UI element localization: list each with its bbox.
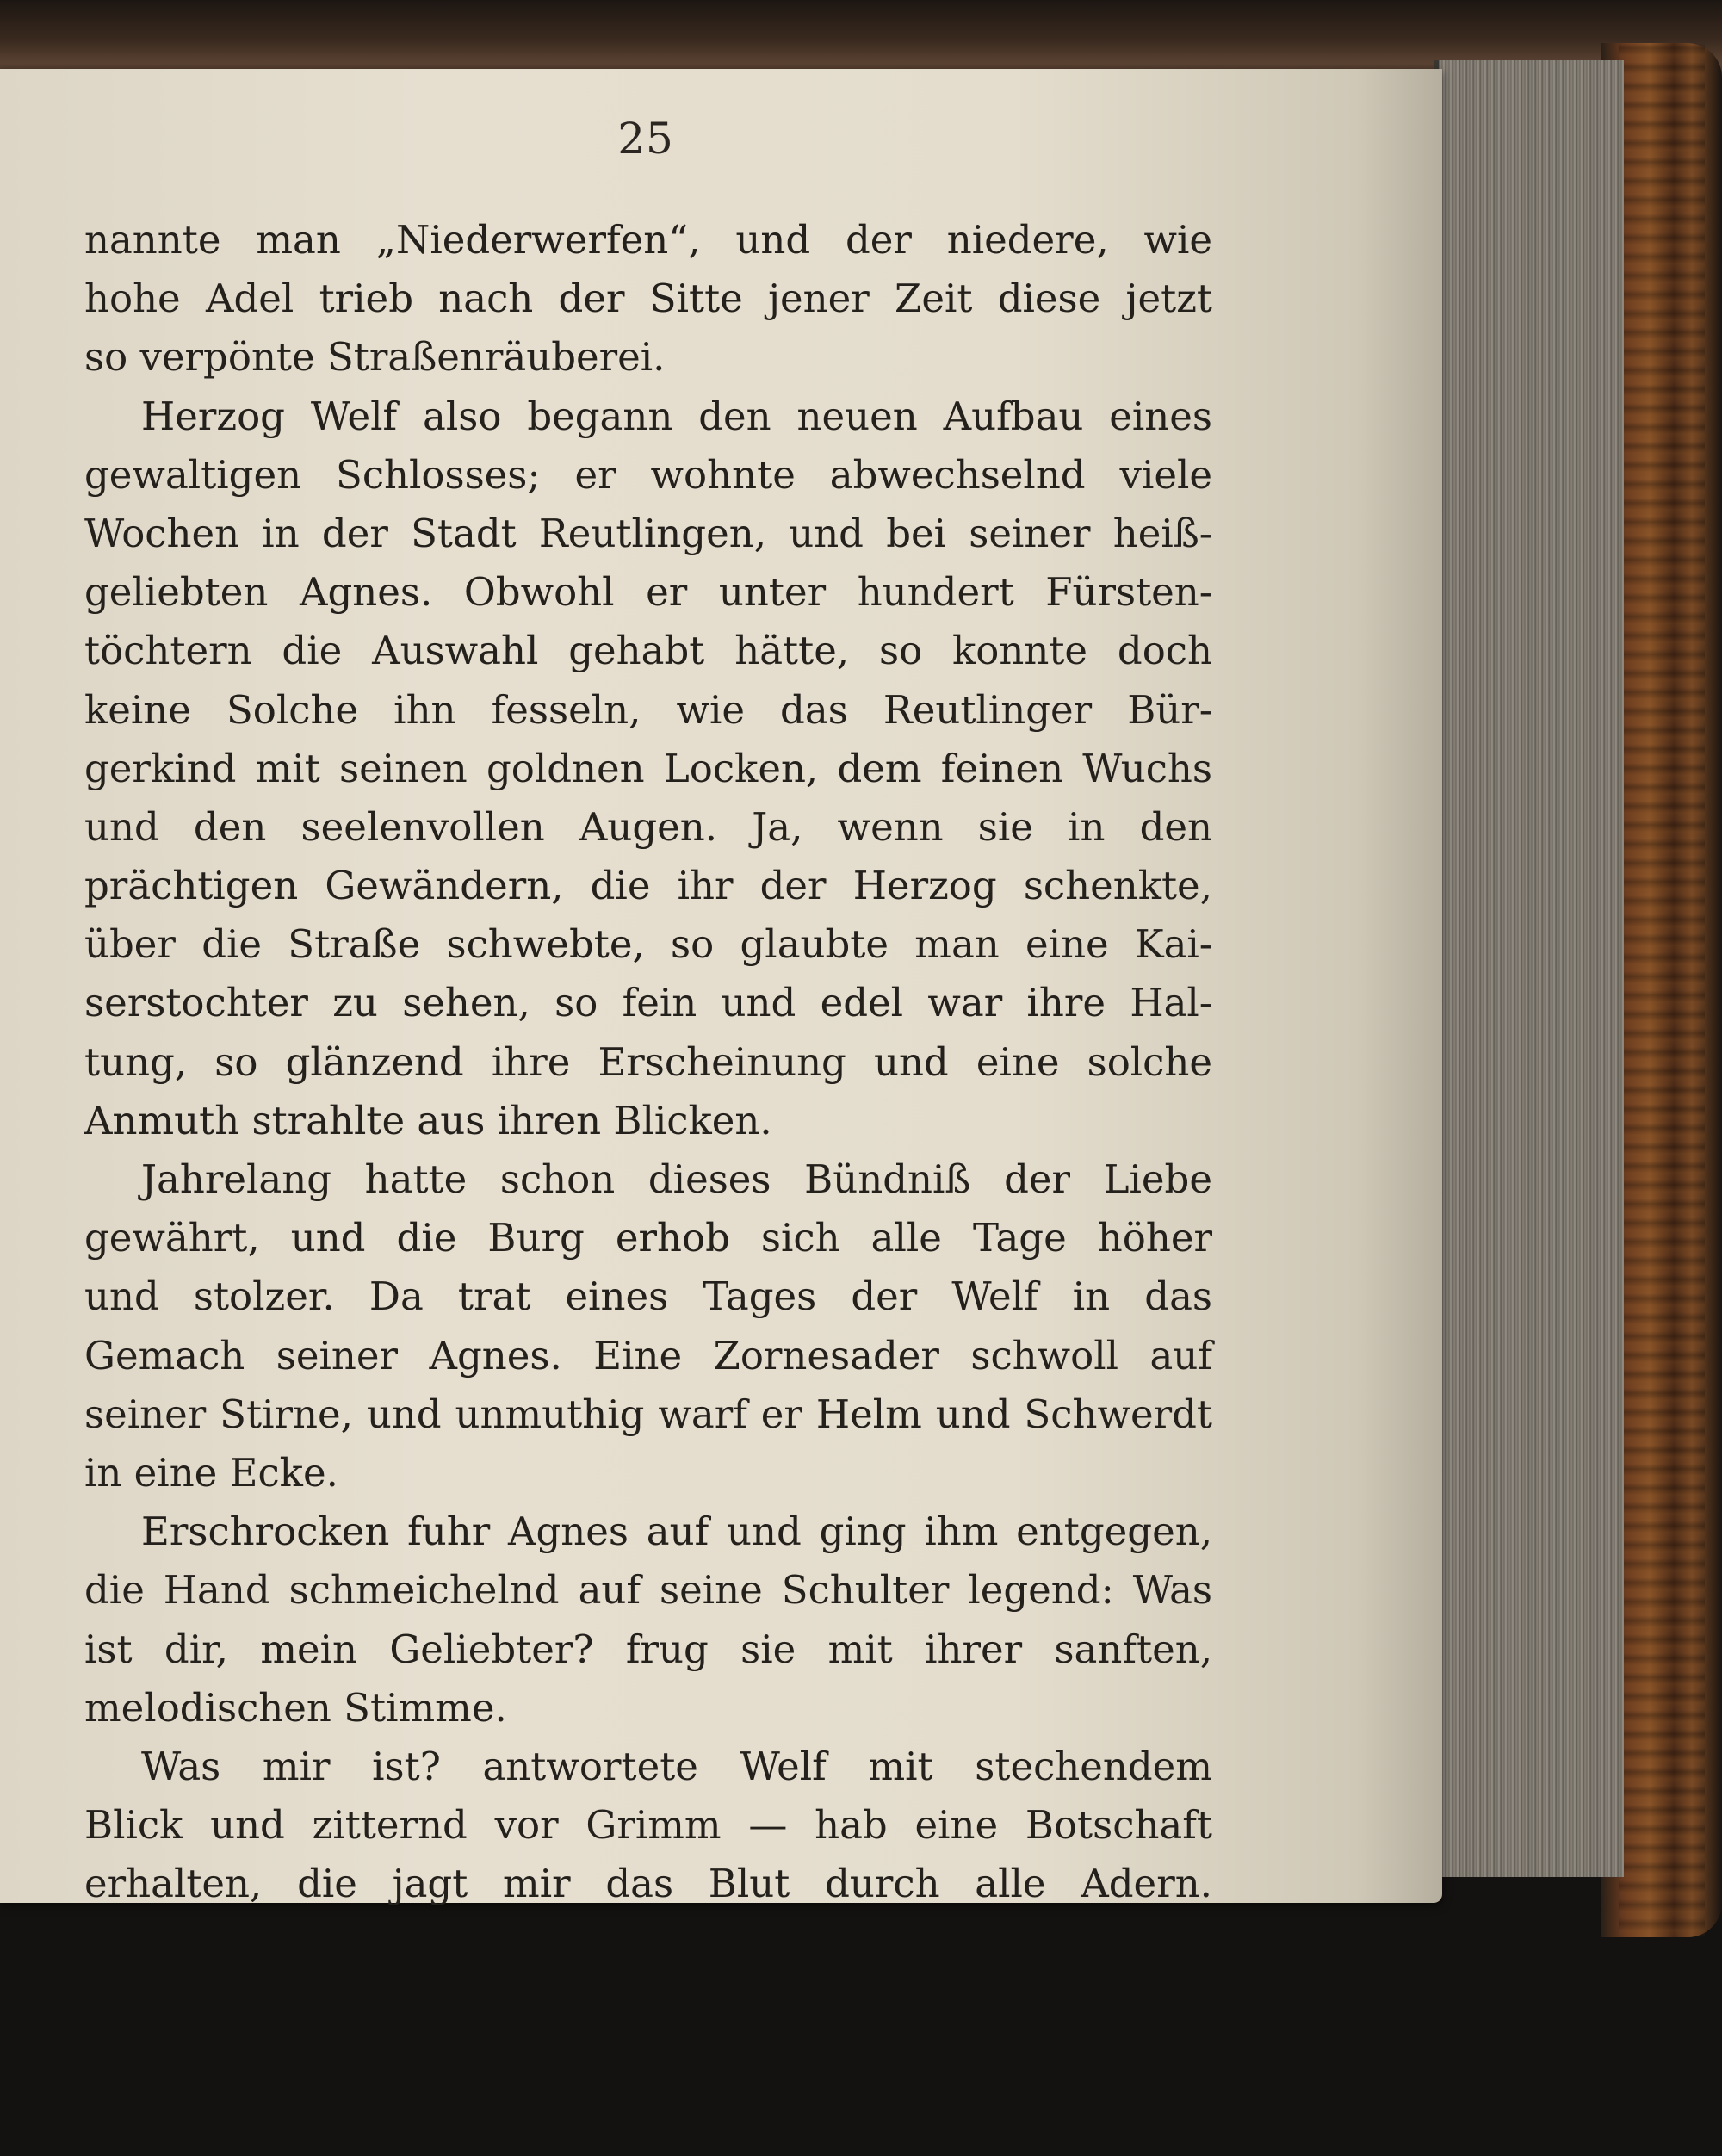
text-line: gewaltigen Schlosses; er wohnte abwechselnd viele: [84, 451, 1212, 498]
text-line: gewährt, und die Burg erhob sich alle Tage höher: [84, 1215, 1212, 1261]
text-line: Wochen in der Stadt Reutlingen, und bei seiner heiß-: [84, 510, 1212, 556]
text-line: in eine Ecke.: [84, 1449, 338, 1496]
text-line: erhalten, die jagt mir das Blut durch alle Adern.: [84, 1861, 1212, 1907]
text-line: Herzog Welf also begann den neuen Aufbau eines: [141, 393, 1212, 439]
text-line: hohe Adel trieb nach der Sitte jener Zeit diese jetzt: [84, 276, 1212, 322]
body-text: [84, 211, 1212, 1913]
text-line: und den seelenvollen Augen. Ja, wenn sie in den: [84, 803, 1212, 850]
text-line: gerkind mit seinen goldnen Locken, dem feinen Wuchs: [84, 745, 1212, 791]
text-line: Blick und zitternd vor Grimm — hab eine Botschaft: [84, 1802, 1212, 1849]
text-line: die Hand schmeichelnd auf seine Schulter legend: Was: [84, 1567, 1212, 1614]
text-line: töchtern die Auswahl gehabt hätte, so konnte doch: [84, 628, 1212, 674]
text-line: keine Solche ihn fesseln, wie das Reutlinger Bür-: [84, 686, 1212, 733]
text-line: seiner Stirne, und unmuthig warf er Helm und Schwerdt: [84, 1391, 1212, 1437]
text-line: ist dir, mein Geliebter? frug sie mit ihrer sanften,: [84, 1626, 1212, 1672]
text-line: Was mir ist? antwortete Welf mit stechendem: [141, 1743, 1212, 1789]
text-line: und stolzer. Da trat eines Tages der Welf in das: [84, 1273, 1212, 1320]
text-line: so verpönte Straßenräuberei.: [84, 334, 666, 381]
text-line: serstochter zu sehen, so fein und edel war ihre Hal-: [84, 980, 1212, 1026]
page-number: 25: [617, 114, 674, 164]
text-line: melodischen Stimme.: [84, 1684, 507, 1731]
text-line: geliebten Agnes. Obwohl er unter hundert Fürsten-: [84, 569, 1212, 616]
text-line: Erschrocken fuhr Agnes auf und ging ihm entgegen,: [141, 1509, 1212, 1555]
text-line: Jahrelang hatte schon dieses Bündniß der Liebe: [141, 1156, 1212, 1202]
page-edges: [1434, 60, 1624, 1877]
text-line: Gemach seiner Agnes. Eine Zornesader schwoll auf: [84, 1332, 1212, 1378]
text-line: über die Straße schwebte, so glaubte man eine Kai-: [84, 921, 1212, 968]
text-line: Anmuth strahlte aus ihren Blicken.: [84, 1097, 772, 1143]
text-line: tung, so glänzend ihre Erscheinung und eine solche: [84, 1038, 1212, 1085]
text-line: prächtigen Gewändern, die ihr der Herzog schenkte,: [84, 863, 1212, 909]
text-line: nannte man „Niederwerfen“, und der niedere, wie: [84, 217, 1212, 263]
